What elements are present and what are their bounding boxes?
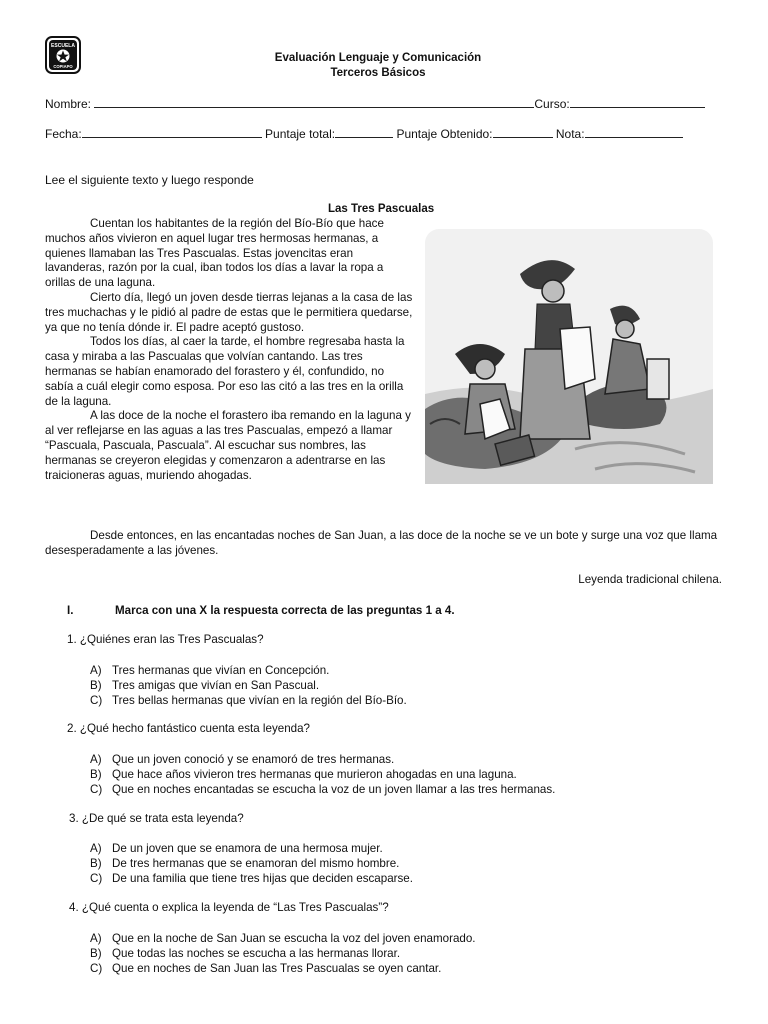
option-letter: C) (90, 872, 103, 885)
fecha-blank[interactable] (82, 126, 262, 138)
nota-label: Nota: (555, 127, 585, 141)
option-text: Que un joven conoció y se enamoró de tres hermanas. (112, 753, 395, 766)
option-text: Tres hermanas que vivían en Concepción. (112, 664, 330, 677)
option-letter: A) (90, 753, 102, 766)
option-text: Tres bellas hermanas que vivían en la región del Bío-Bío. (112, 694, 407, 707)
puntaje-obtenido-blank[interactable] (493, 126, 553, 138)
logo-text-top: ESCUELA (51, 43, 75, 49)
curso-label: Curso: (534, 97, 570, 111)
three-washerwomen-illustration (425, 229, 713, 484)
logo-text-bottom: COPIAPO (53, 64, 73, 69)
option-letter: B) (90, 857, 102, 870)
option-letter: C) (90, 783, 103, 796)
story-paragraph: Todos los días, al caer la tarde, el hombre regresaba hasta la casa y miraba a las Pascualas que volvían cantando. Las tres hermanas se habían enamorado del forastero y él, confundido, no sabía a cuál elegir como esposa. Por eso las citó a las tres en la orilla de la laguna. (45, 335, 405, 408)
puntaje-total-blank[interactable] (335, 126, 393, 138)
option-a[interactable] (90, 931, 476, 946)
section-number: I. (67, 604, 74, 617)
option-letter: A) (90, 664, 102, 677)
story-text (45, 217, 413, 483)
puntaje-total-label: Puntaje total: (265, 127, 336, 141)
story-source: Leyenda tradicional chilena. (578, 573, 722, 586)
option-b[interactable] (90, 946, 476, 961)
page-subtitle: Terceros Básicos (330, 67, 426, 79)
option-text: Que todas las noches se escucha a las hermanas llorar. (112, 947, 401, 960)
option-text: Que en noches encantadas se escucha la voz de un joven llamar a las tres hermanas. (112, 783, 556, 796)
question-1-options (90, 663, 407, 708)
nota-blank[interactable] (585, 126, 683, 138)
fecha-label: Fecha: (45, 127, 82, 141)
option-text: De una familia que tiene tres hijas que deciden escaparse. (112, 872, 413, 885)
option-c[interactable] (90, 693, 407, 708)
option-letter: A) (90, 842, 102, 855)
instruction: Lee el siguiente texto y luego responde (45, 173, 254, 187)
option-a[interactable] (90, 663, 407, 678)
option-c[interactable] (90, 961, 476, 976)
nombre-label: Nombre: (45, 97, 92, 111)
story-paragraph: Cierto día, llegó un joven desde tierras lejanas a la casa de las tres muchachas y le pidió al padre de estas que le permitiera quedarse, ya que no tenía dónde ir. El padre aceptó gustoso. (45, 290, 413, 334)
question-3-options (90, 841, 413, 886)
option-b[interactable] (90, 856, 413, 871)
option-a[interactable] (90, 841, 413, 856)
option-letter: B) (90, 768, 102, 781)
page-title: Evaluación Lenguaje y Comunicación (274, 52, 482, 64)
question-1: 1. ¿Quiénes eran las Tres Pascualas? (67, 633, 264, 646)
curso-blank[interactable] (570, 96, 705, 108)
option-c[interactable] (90, 871, 413, 886)
option-a[interactable] (90, 752, 555, 767)
nombre-blank[interactable] (94, 96, 534, 108)
option-text: De un joven que se enamora de una hermosa mujer. (112, 842, 383, 855)
info-row (45, 126, 683, 141)
puntaje-obtenido-label: Puntaje Obtenido: (396, 127, 493, 141)
question-4: 4. ¿Qué cuenta o explica la leyenda de “Las Tres Pascualas”? (69, 901, 389, 914)
option-text: Tres amigas que vivían en San Pascual. (112, 679, 320, 692)
option-letter: C) (90, 694, 103, 707)
option-letter: B) (90, 947, 102, 960)
option-letter: A) (90, 932, 102, 945)
story-paragraph: Cuentan los habitantes de la región del Bío-Bío que hace muchos años vivieron en aquel lugar tres hermosas hermanas, a quienes llamaban las Tres Pascualas. Estas jovencitas eran lavanderas, razón por la cual, iban todos los días a lavar la ropa a orillas de una laguna. (45, 217, 384, 290)
story-title: Las Tres Pascualas (328, 203, 435, 215)
option-text: Que hace años vivieron tres hermanas que murieron ahogadas en una laguna. (112, 768, 517, 781)
section-heading (67, 604, 455, 617)
option-letter: C) (90, 962, 103, 975)
question-4-options (90, 931, 476, 976)
name-row (45, 96, 705, 111)
section-text: Marca con una X la respuesta correcta de las preguntas 1 a 4. (115, 604, 455, 617)
story-paragraph: A las doce de la noche el forastero iba remando en la laguna y al ver reflejarse en las aguas a las tres Pascualas, empezó a llamar “Pascuala, Pascuala, Pascuala”. Al escuchar sus nombres, las hermanas se creyeron elegidas y comenzaron a adentrarse en las traicioneras aguas, muriendo ahogadas. (45, 409, 411, 482)
question-2: 2. ¿Qué hecho fantástico cuenta esta leyenda? (67, 722, 310, 735)
question-2-options (90, 752, 555, 797)
option-c[interactable] (90, 782, 555, 797)
option-b[interactable] (90, 678, 407, 693)
option-text: De tres hermanas que se enamoran del mismo hombre. (112, 857, 400, 870)
option-b[interactable] (90, 767, 555, 782)
option-text: Que en noches de San Juan las Tres Pascualas se oyen cantar. (112, 962, 442, 975)
option-text: Que en la noche de San Juan se escucha la voz del joven enamorado. (112, 932, 476, 945)
option-letter: B) (90, 679, 102, 692)
question-3: 3. ¿De qué se trata esta leyenda? (69, 812, 244, 825)
story-closing: Desde entonces, en las encantadas noches de San Juan, a las doce de la noche se ve un bote y surge una voz que llama desesperadamente a las jóvenes. (45, 529, 718, 557)
